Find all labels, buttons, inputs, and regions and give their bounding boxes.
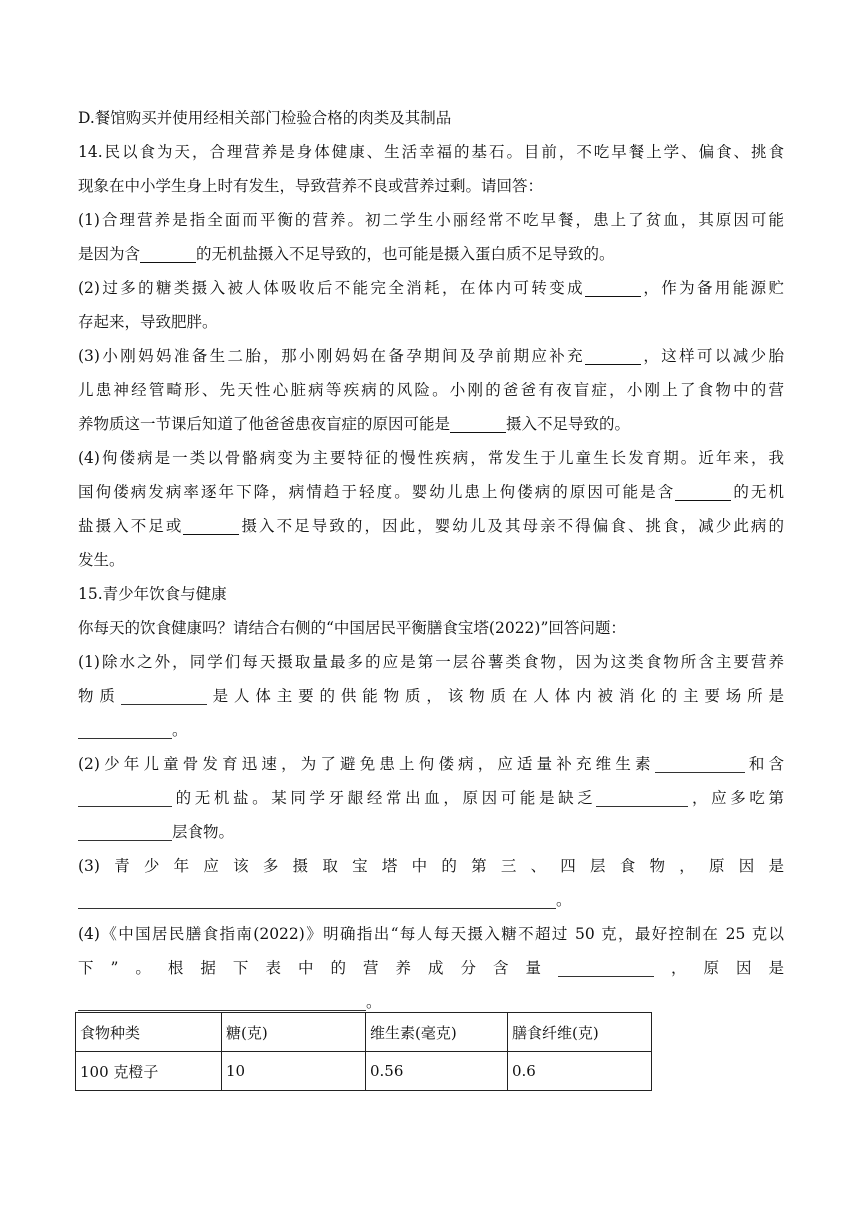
q14-intro-line-2: 现象在中小学生身上时有发生，导致营养不良或营养过剩。请回答： <box>78 177 544 195</box>
text: ，应多吃第 <box>688 789 784 807</box>
text: ，原因是 <box>653 959 784 977</box>
text: 和含 <box>744 755 784 773</box>
text: 下”。根据下表中的营养成分含量 <box>78 959 558 977</box>
q15-intro: 你每天的饮食健康吗？请结合右侧的“中国居民平衡膳食宝塔(2022)”回答问题： <box>78 619 626 637</box>
q14-part4-line-2 <box>78 475 784 509</box>
answer-blank[interactable] <box>183 514 239 535</box>
text: 。 <box>172 721 188 739</box>
answer-blank[interactable] <box>140 242 196 263</box>
q15-part4-line-2 <box>78 951 784 985</box>
text: ，作为备用能源贮 <box>640 279 784 297</box>
answer-blank[interactable] <box>78 718 172 739</box>
table-header-cell: 膳食纤维(克) <box>508 1013 652 1052</box>
table-cell: 0.6 <box>508 1052 652 1091</box>
answer-blank[interactable] <box>675 480 731 501</box>
q15-part4-line-1: (4)《中国居民膳食指南(2022)》明确指出“每人每天摄入糖不超过 50 克，最好控制在 25 克以 <box>78 925 784 943</box>
q14-intro-line-1: 14.民以食为天，合理营养是身体健康、生活幸福的基石。目前，不吃早餐上学、偏食、挑食 <box>78 143 784 161</box>
q13-option-d: D.餐馆购买并使用经相关部门检验合格的肉类及其制品 <box>78 109 452 127</box>
q15-part2-line-1 <box>78 747 784 781</box>
q15-title: 15.青少年饮食与健康 <box>78 585 227 603</box>
text: 。 <box>366 993 382 1011</box>
q14-part3-line-3 <box>78 407 784 441</box>
text: 国佝偻病发病率逐年下降，病情趋于轻度。婴幼儿患上佝偻病的原因可能是含 <box>78 483 676 501</box>
table-header-cell: 维生素(毫克) <box>366 1013 508 1052</box>
text: 层食物。 <box>172 823 235 841</box>
answer-blank[interactable] <box>78 820 172 841</box>
table-header-cell: 食物种类 <box>76 1013 222 1052</box>
table-row <box>76 1052 652 1091</box>
answer-blank[interactable] <box>121 684 207 705</box>
q14-part4-line-1: (4)佝偻病是一类以骨骼病变为主要特征的慢性疾病，常发生于儿童生长发育期。近年来，我 <box>78 449 784 467</box>
q14-part2-line-1 <box>78 271 784 305</box>
q15-part2-line-3 <box>78 815 784 849</box>
q15-part1-line-2 <box>78 679 784 713</box>
q14-part3-line-2: 儿患神经管畸形、先天性心脏病等疾病的风险。小刚的爸爸有夜盲症，小刚上了食物中的营 <box>78 381 784 399</box>
text: 是因为含 <box>78 245 141 263</box>
q14-part1-line-2 <box>78 237 784 271</box>
q14-part4-line-3 <box>78 509 784 543</box>
text: (2)少年儿童骨发育迅速，为了避免患上佝偻病，应适量补充维生素 <box>78 755 655 773</box>
text: 物质 <box>78 687 121 705</box>
q15-part1-line-1: (1)除水之外，同学们每天摄取量最多的应是第一层谷薯类食物，因为这类食物所含主要营养 <box>78 653 784 671</box>
table-cell: 10 <box>222 1052 366 1091</box>
q14-part4-line-4: 发生。 <box>78 551 125 569</box>
table-cell: 100 克橙子 <box>76 1052 222 1091</box>
q15-part2-line-2 <box>78 781 784 815</box>
q15-part1-line-3 <box>78 713 784 747</box>
text: 。 <box>556 891 572 909</box>
q14-part3-line-1 <box>78 339 784 373</box>
answer-blank[interactable] <box>585 276 641 297</box>
text: 的无机盐摄入不足导致的，也可能是摄入蛋白质不足导致的。 <box>196 245 615 263</box>
q15-part3-line-1: (3)青少年应该多摄取宝塔中的第三、四层食物，原因是 <box>78 857 784 875</box>
text: 盐摄入不足或 <box>78 517 184 535</box>
text: 摄入不足导致的，因此，婴幼儿及其母亲不得偏食、挑食，减少此病的 <box>239 517 784 535</box>
text: 是人体主要的供能物质，该物质在人体内被消化的主要场所是 <box>206 687 784 705</box>
answer-blank[interactable] <box>450 412 506 433</box>
q14-part1-line-1: (1)合理营养是指全面而平衡的营养。初二学生小丽经常不吃早餐，患上了贫血，其原因可能 <box>78 211 784 229</box>
table-header-row <box>76 1013 652 1052</box>
q14-part2-line-2: 存起来，导致肥胖。 <box>78 313 218 331</box>
answer-blank[interactable] <box>585 344 641 365</box>
answer-blank[interactable] <box>558 956 654 977</box>
text: 的无机盐。某同学牙龈经常出血，原因可能是缺乏 <box>172 789 597 807</box>
text: 摄入不足导致的。 <box>506 415 631 433</box>
table-cell: 0.56 <box>366 1052 508 1091</box>
document-body <box>78 101 784 1019</box>
nutrition-table <box>75 1012 652 1091</box>
text: 养物质这一节课后知道了他爸爸患夜盲症的原因可能是 <box>78 415 451 433</box>
table-header-cell: 糖(克) <box>222 1013 366 1052</box>
answer-blank[interactable] <box>655 752 745 773</box>
text: 的无机 <box>731 483 784 501</box>
answer-blank[interactable] <box>78 990 366 1011</box>
text: ，这样可以减少胎 <box>640 347 784 365</box>
answer-blank[interactable] <box>78 786 172 807</box>
text: (3)小刚妈妈准备生二胎，那小刚妈妈在备孕期间及孕前期应补充 <box>78 347 585 365</box>
answer-blank[interactable] <box>78 888 556 909</box>
text: (2)过多的糖类摄入被人体吸收后不能完全消耗，在体内可转变成 <box>78 279 585 297</box>
q15-part3-line-2 <box>78 883 784 917</box>
answer-blank[interactable] <box>596 786 688 807</box>
